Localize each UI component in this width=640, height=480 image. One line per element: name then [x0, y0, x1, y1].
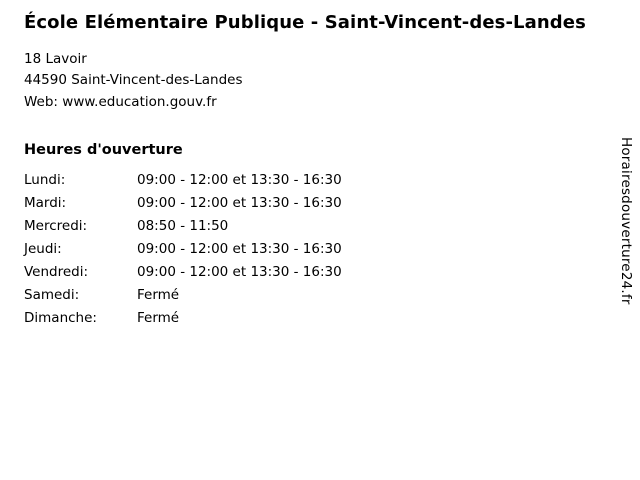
address-city: 44590 Saint-Vincent-des-Landes	[24, 72, 243, 89]
website-line: Web: www.education.gouv.fr	[24, 94, 217, 111]
opening-hours-heading: Heures d'ouverture	[24, 142, 183, 159]
day-hours: 09:00 - 12:00 et 13:30 - 16:30	[137, 241, 342, 258]
day-label: Mercredi:	[24, 218, 88, 235]
day-label: Dimanche:	[24, 310, 97, 327]
day-hours: 09:00 - 12:00 et 13:30 - 16:30	[137, 264, 342, 281]
day-hours: 09:00 - 12:00 et 13:30 - 16:30	[137, 195, 342, 212]
watermark-text: Horairesdouverture24.fr	[618, 137, 634, 305]
table-row	[24, 310, 342, 333]
day-label: Vendredi:	[24, 264, 89, 281]
business-info-block	[24, 12, 594, 333]
day-hours: 08:50 - 11:50	[137, 218, 229, 235]
day-label: Samedi:	[24, 287, 80, 304]
table-row	[24, 241, 342, 264]
day-label: Mardi:	[24, 195, 67, 212]
address-street: 18 Lavoir	[24, 50, 87, 67]
table-row	[24, 195, 342, 218]
table-row	[24, 172, 342, 195]
day-hours: 09:00 - 12:00 et 13:30 - 16:30	[137, 172, 342, 189]
day-hours: Fermé	[137, 287, 180, 304]
table-row	[24, 264, 342, 287]
table-row	[24, 287, 342, 310]
day-hours: Fermé	[137, 310, 180, 327]
day-label: Jeudi:	[24, 241, 62, 258]
page-title: École Elémentaire Publique - Saint-Vincent-des-Landes	[24, 12, 586, 33]
opening-hours-table	[24, 172, 342, 333]
day-label: Lundi:	[24, 172, 66, 189]
table-row	[24, 218, 342, 241]
